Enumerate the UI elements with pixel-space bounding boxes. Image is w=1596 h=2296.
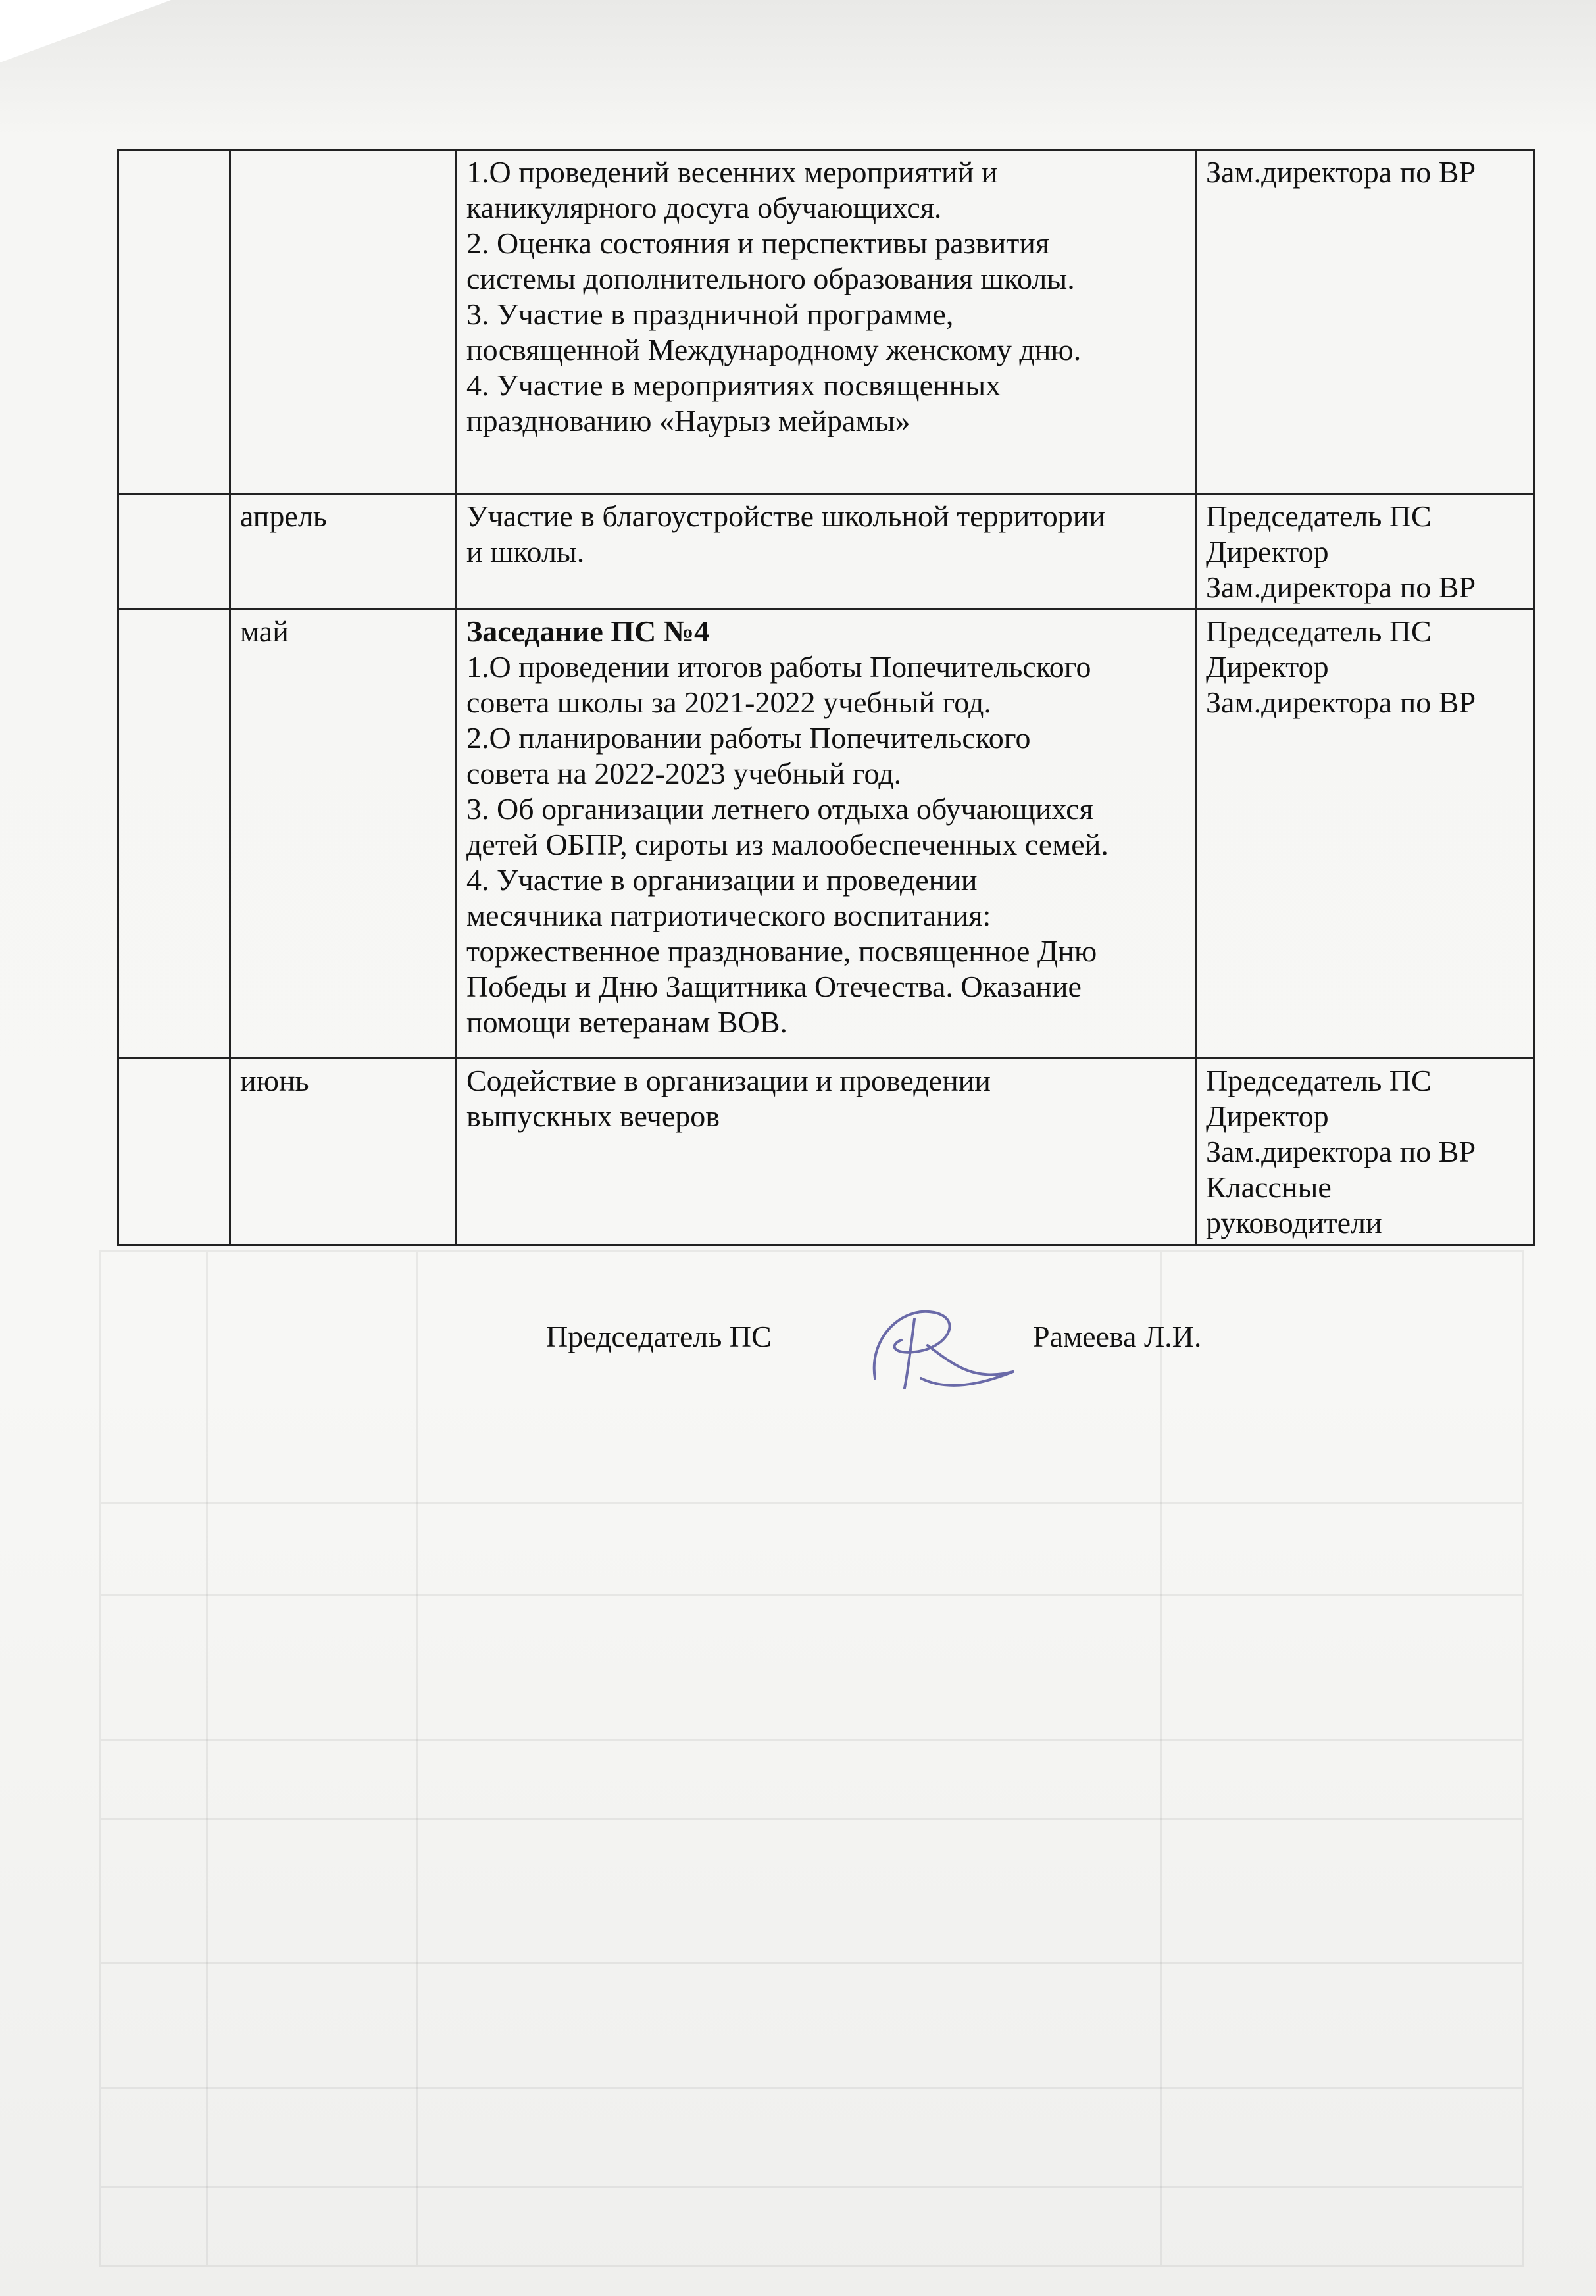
content-cell <box>457 1059 1196 1245</box>
responsible-line: Директор <box>1206 1099 1329 1133</box>
responsible-line: Зам.директора по ВР <box>1206 686 1476 719</box>
content-line: празднованию «Наурыз мейрамы» <box>466 404 910 437</box>
content-line: 3. Участие в праздничной программе, <box>466 297 954 331</box>
content-line: посвященной Международному женскому дню. <box>466 333 1082 366</box>
folded-corner <box>0 0 171 62</box>
content-line: совета на 2022-2023 учебный год. <box>466 757 902 790</box>
bleed-through-table <box>99 1250 1524 2267</box>
content-line: торжественное празднование, посвященное Дню <box>466 934 1097 968</box>
handwritten-signature <box>849 1299 1020 1398</box>
content-line: совета школы за 2021-2022 учебный год. <box>466 686 991 719</box>
responsible-line: Председатель ПС <box>1206 499 1432 533</box>
content-line: 3. Об организации летнего отдыха обучающихся <box>466 792 1093 826</box>
responsible-line: руководители <box>1206 1206 1382 1239</box>
plan-table <box>117 149 1535 1246</box>
content-line: детей ОБПР, сироты из малообеспеченных семей. <box>466 828 1109 861</box>
responsible-line: Директор <box>1206 650 1329 684</box>
content-line: выпускных вечеров <box>466 1099 720 1133</box>
content-line: 1.О проведении итогов работы Попечительского <box>466 650 1091 684</box>
responsible-line: Зам.директора по ВР <box>1206 570 1476 604</box>
month-cell: май <box>230 609 457 1059</box>
content-line: 1.О проведений весенних мероприятий и <box>466 155 998 189</box>
content-line: каникулярного досуга обучающихся. <box>466 191 942 224</box>
content-line: Содействие в организации и проведении <box>466 1064 991 1097</box>
responsible-cell <box>1196 609 1534 1059</box>
responsible-line: Зам.директора по ВР <box>1206 155 1476 189</box>
responsible-cell <box>1196 150 1534 494</box>
signatory-name: Рамеева Л.И. <box>1033 1320 1202 1353</box>
month-cell: июнь <box>230 1059 457 1245</box>
content-line: системы дополнительного образования школы. <box>466 262 1075 295</box>
content-line: Участие в благоустройстве школьной территории <box>466 499 1105 533</box>
row-number-cell <box>118 494 230 609</box>
content-line: 4. Участие в мероприятиях посвященных <box>466 368 1001 402</box>
table-row <box>118 1059 1534 1245</box>
responsible-line: Классные <box>1206 1170 1332 1204</box>
month-cell: апрель <box>230 494 457 609</box>
content-cell <box>457 494 1196 609</box>
table-row <box>118 609 1534 1059</box>
responsible-cell <box>1196 494 1534 609</box>
table-row <box>118 494 1534 609</box>
content-line: 2.О планировании работы Попечительского <box>466 721 1031 755</box>
content-line: и школы. <box>466 535 585 568</box>
row-number-cell <box>118 150 230 494</box>
meeting-heading: Заседание ПС №4 <box>466 614 709 648</box>
month-cell <box>230 150 457 494</box>
content-line: 4. Участие в организации и проведении <box>466 863 978 897</box>
content-line: 2. Оценка состояния и перспективы развития <box>466 226 1050 260</box>
responsible-line: Директор <box>1206 535 1329 568</box>
row-number-cell <box>118 609 230 1059</box>
content-line: Победы и Дню Защитника Отечества. Оказание <box>466 970 1082 1003</box>
table-row <box>118 150 1534 494</box>
content-line: помощи ветеранам ВОВ. <box>466 1005 787 1039</box>
responsible-cell <box>1196 1059 1534 1245</box>
responsible-line: Председатель ПС <box>1206 614 1432 648</box>
row-number-cell <box>118 1059 230 1245</box>
content-line: месячника патриотического воспитания: <box>466 899 991 932</box>
responsible-line: Председатель ПС <box>1206 1064 1432 1097</box>
signature-title: Председатель ПС <box>546 1320 772 1353</box>
content-cell <box>457 150 1196 494</box>
content-cell <box>457 609 1196 1059</box>
responsible-line: Зам.директора по ВР <box>1206 1135 1476 1168</box>
